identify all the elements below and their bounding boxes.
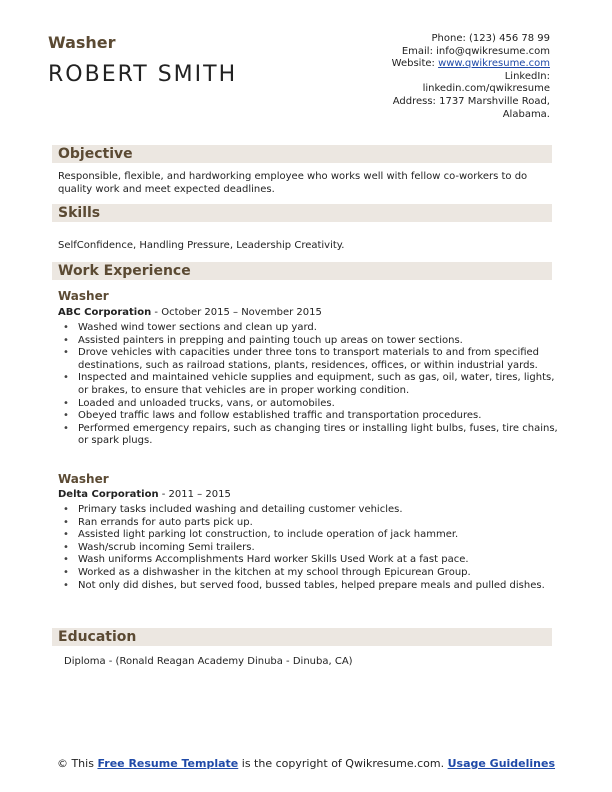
usage-guidelines-link[interactable]: Usage Guidelines [447, 757, 556, 770]
footer-middle: is the copyright of Qwikresume.com. [238, 757, 448, 770]
job-1-dates: - October 2015 – November 2015 [151, 307, 322, 318]
contact-phone: Phone: (123) 456 78 99 [431, 33, 550, 44]
footer [0, 757, 612, 771]
contact-linkedin-label: LinkedIn: [504, 70, 550, 82]
job-1-company: ABC Corporation [58, 307, 152, 318]
work-experience-heading: Work Experience [58, 263, 191, 279]
website-link[interactable]: www.qwikresume.com [438, 58, 550, 70]
contact-address-line1: Address: 1737 Marshville Road, [392, 95, 550, 107]
education-heading: Education [58, 629, 137, 645]
list-item: • Washed wind tower sections and clean up yard. [78, 322, 560, 335]
objective-heading: Objective [58, 146, 133, 162]
job-2-title: Washer [58, 472, 109, 486]
skills-heading-bar [52, 204, 552, 222]
job-2-dates: - 2011 – 2015 [158, 489, 231, 500]
work-experience-heading-bar [52, 262, 552, 280]
list-item: • Inspected and maintained vehicle supplies and equipment, such as gas, oil, water, tires, lights, or brakes, to ensure that vehicles are in proper working condition. [78, 372, 560, 397]
list-item: • Wash uniforms Accomplishments Hard worker Skills Used Work at a fast pace. [78, 554, 560, 567]
skills-text: SelfConfidence, Handling Pressure, Leadership Creativity. [58, 240, 345, 251]
job-2-employer [58, 489, 231, 500]
job-title: Washer [48, 33, 116, 52]
list-item: • Performed emergency repairs, such as changing tires or installing light bulbs, fuses, tire chains, or spark plugs. [78, 423, 560, 448]
list-item: • Worked as a dishwasher in the kitchen at my school through Epicurean Group. [78, 567, 560, 580]
footer-prefix: © This [56, 757, 98, 770]
website-label: Website: [391, 58, 439, 70]
list-item: • Not only did dishes, but served food, bussed tables, helped prepare meals and pulled dishes. [78, 580, 560, 593]
list-item: • Primary tasks included washing and detailing customer vehicles. [78, 504, 560, 517]
job-1-employer [58, 307, 322, 318]
job-1-bullets [58, 322, 560, 448]
contact-linkedin-url: linkedin.com/qwikresume [422, 83, 550, 95]
candidate-name: ROBERT SMITH [48, 62, 238, 87]
list-item: • Ran errands for auto parts pick up. [78, 517, 560, 530]
education-heading-bar [52, 628, 552, 646]
list-item: • Drove vehicles with capacities under three tons to transport materials to and from specified destinations, such as railroad stations, plants, residences, offices, or within industrial yards. [78, 347, 560, 372]
skills-heading: Skills [58, 205, 101, 221]
objective-text: Responsible, flexible, and hardworking employee who works well with fellow co-workers to do quality work and meet expected deadlines. [58, 171, 528, 195]
job-2-bullets [58, 504, 560, 592]
list-item: • Assisted light parking lot construction, to include operation of jack hammer. [78, 529, 560, 542]
list-item: • Wash/scrub incoming Semi trailers. [78, 542, 560, 555]
list-item: • Assisted painters in prepping and painting touch up areas on tower sections. [78, 335, 560, 348]
contact-website [310, 58, 550, 71]
contact-block [310, 33, 550, 121]
objective-heading-bar [52, 145, 552, 163]
list-item: • Loaded and unloaded trucks, vans, or automobiles. [78, 398, 560, 411]
free-resume-template-link[interactable]: Free Resume Template [97, 757, 239, 770]
contact-email: Email: info@qwikresume.com [401, 45, 550, 57]
job-1-title: Washer [58, 289, 109, 303]
contact-address-line2: Alabama. [502, 108, 550, 120]
job-2-company: Delta Corporation [58, 489, 159, 500]
education-text: Diploma - (Ronald Reagan Academy Dinuba - Dinuba, CA) [64, 656, 353, 667]
list-item: • Obeyed traffic laws and follow established traffic and transportation procedures. [78, 410, 560, 423]
